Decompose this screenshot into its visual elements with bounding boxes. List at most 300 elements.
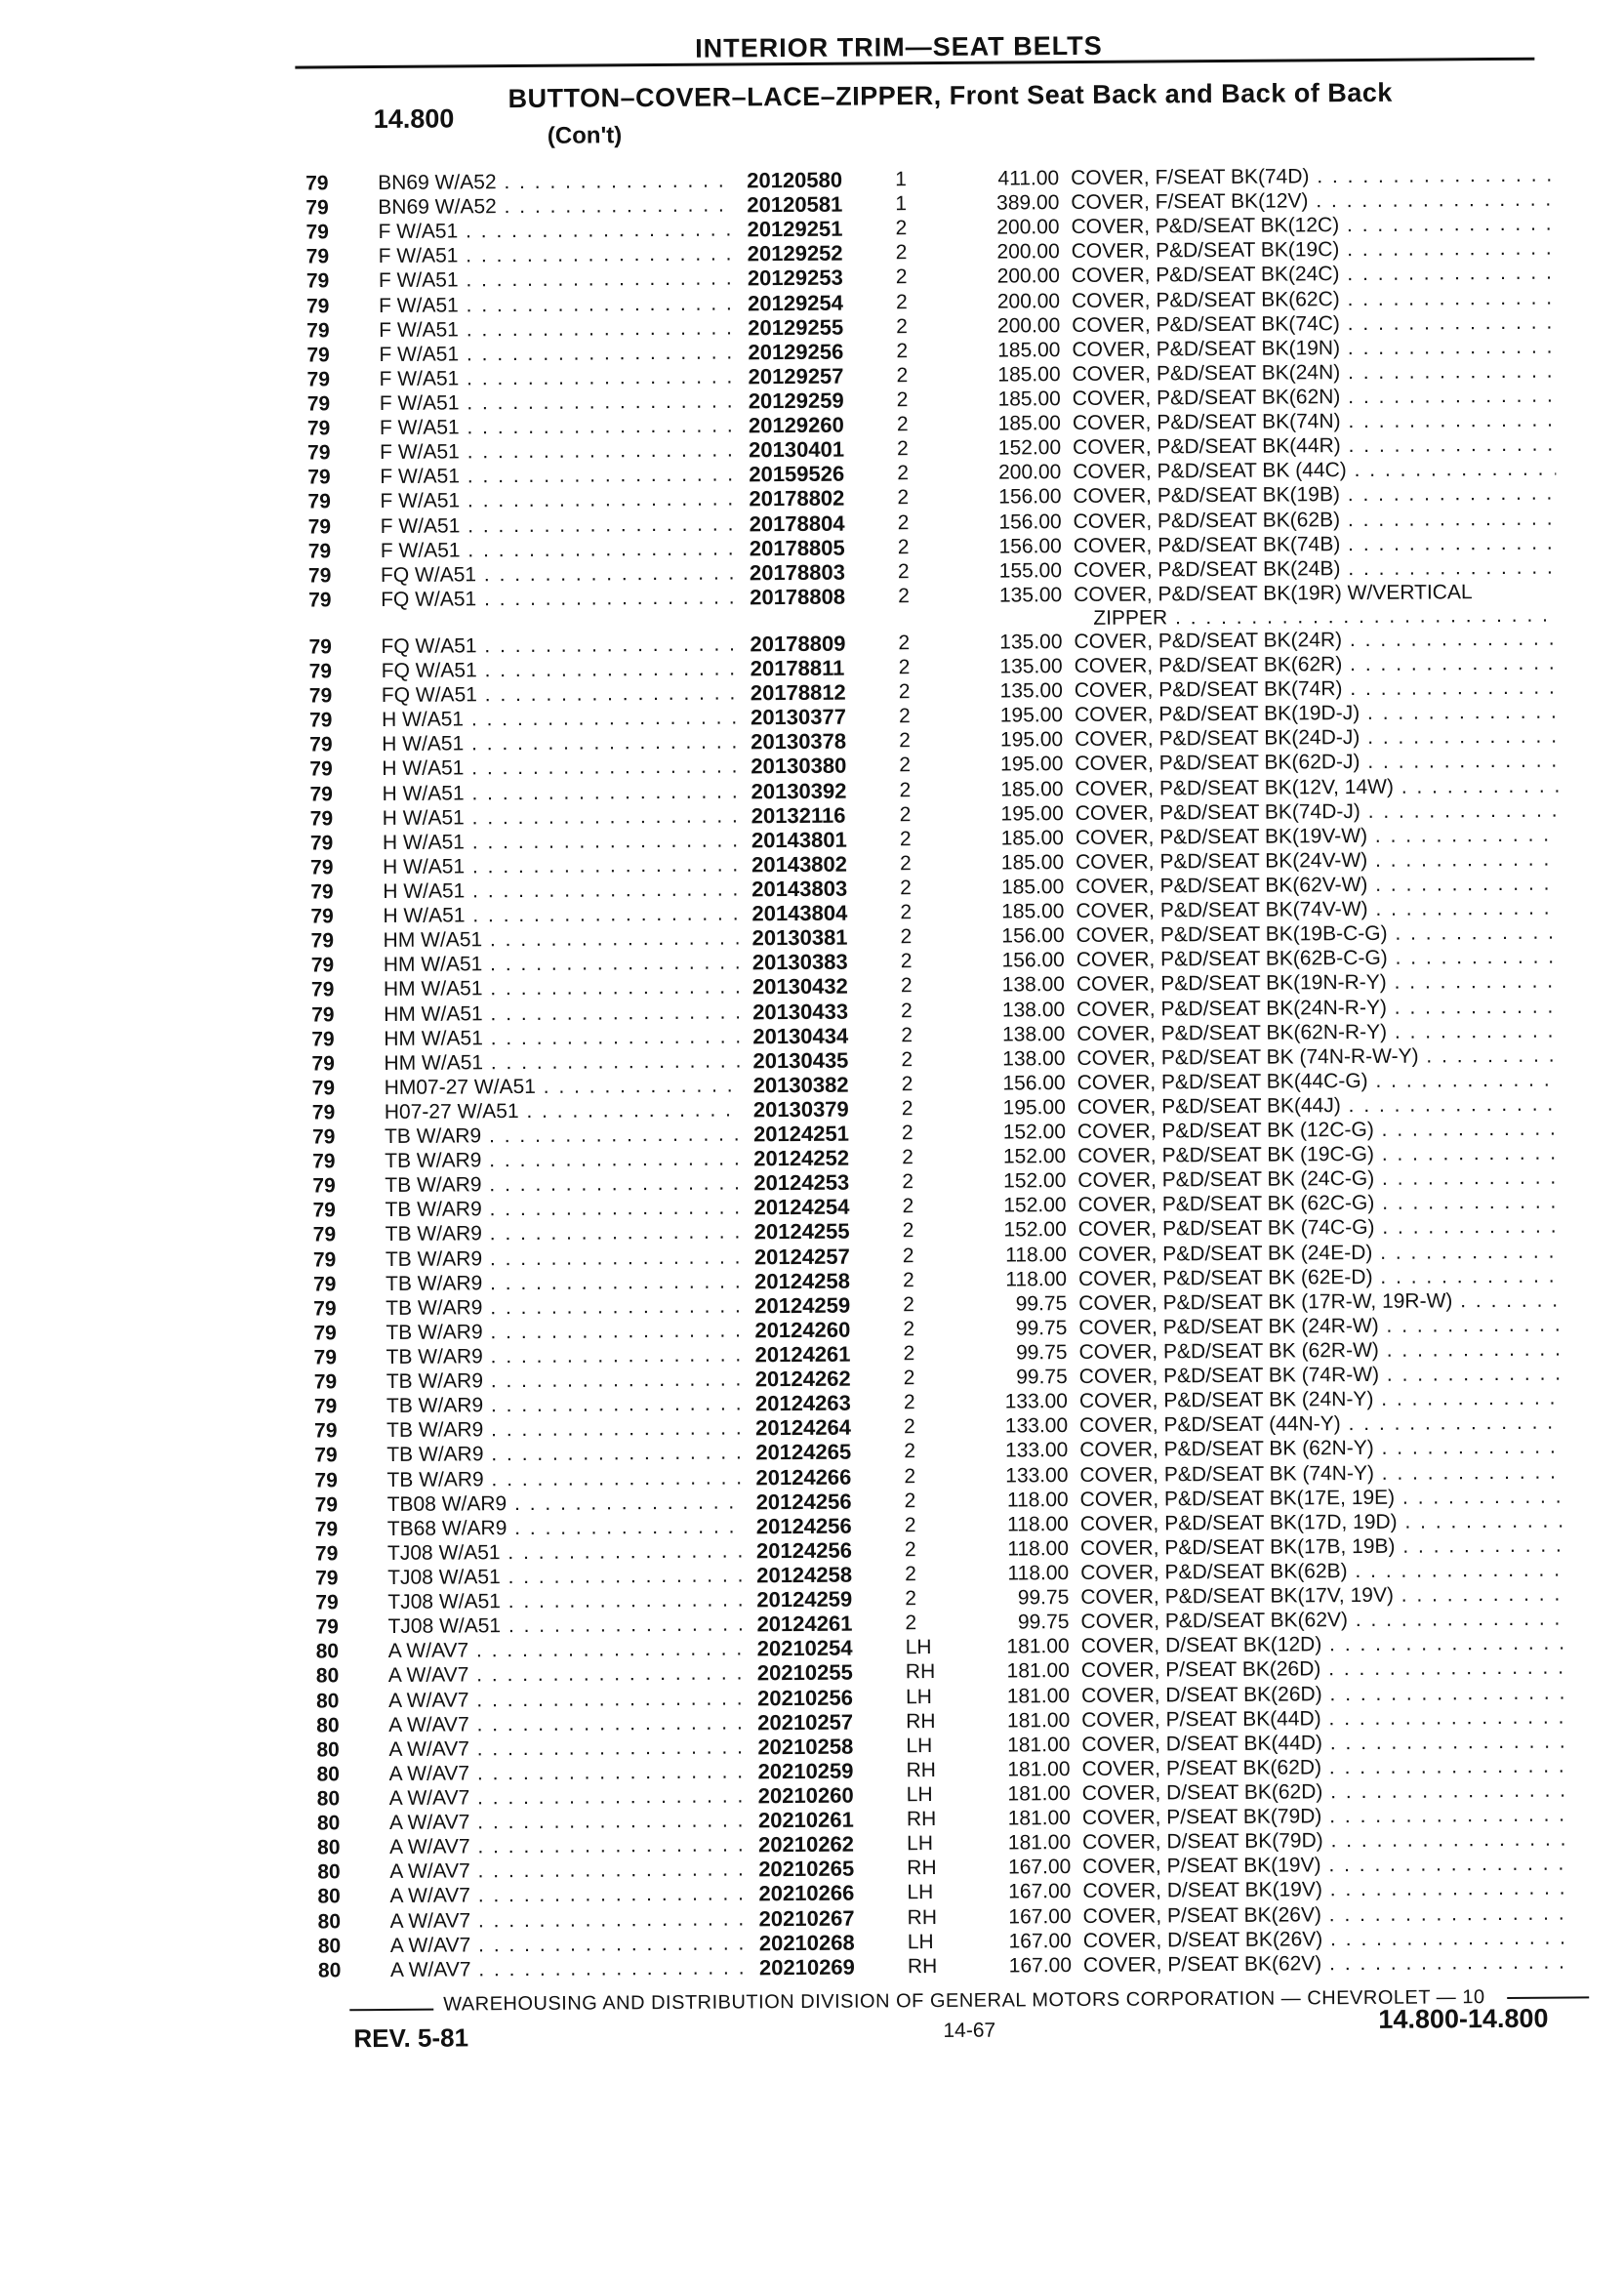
footer-division: WAREHOUSING AND DISTRIBUTION DIVISION OF GENERAL MOTORS CORPORATION — CHEVROLET — 10 [443, 1986, 1485, 2016]
model-code: F W/A51 . . . [379, 291, 734, 318]
model-year: 80 [316, 1713, 340, 1737]
part-description-text: COVER, P/SEAT BK(79D) . . . [1082, 1803, 1565, 1829]
part-description [1082, 1852, 1565, 1879]
model-year: 79 [307, 466, 331, 489]
model-code: H W/A51 . . . [383, 828, 738, 855]
model-code: A W/AV7 . . . [389, 1809, 745, 1836]
part-description-text: COVER, P&D/SEAT BK (24E-D) . . . [1078, 1239, 1562, 1265]
part-description-text: COVER, P&D/SEAT BK(24N-R-Y) . . . [1076, 994, 1560, 1020]
quantity: 2 [896, 314, 909, 338]
quantity: 2 [904, 1489, 916, 1512]
quantity: 2 [899, 754, 912, 777]
model-code: H W/A51 . . . [383, 902, 738, 929]
price: 152.00 [1003, 1194, 1067, 1217]
part-number: 20130379 [752, 1096, 849, 1123]
part-description [1079, 1362, 1563, 1389]
part-description [1071, 163, 1554, 190]
model-year: 79 [307, 564, 332, 588]
part-description [1073, 481, 1556, 509]
part-number: 20178802 [749, 486, 845, 511]
part-number: 20210255 [756, 1660, 853, 1686]
model-year: 79 [309, 832, 334, 855]
model-code: F W/A51 . . . [379, 242, 734, 269]
price: 156.00 [998, 485, 1062, 509]
part-description [1080, 1508, 1563, 1535]
part-description [1080, 1607, 1563, 1634]
part-description [1075, 724, 1558, 752]
price: 99.75 [1016, 1366, 1068, 1389]
model-year: 79 [309, 782, 334, 806]
part-number: 20130434 [752, 1023, 849, 1048]
model-code: A W/AV7 . . . [390, 1906, 746, 1934]
part-description-text: COVER, D/SEAT BK(12D) . . . [1081, 1631, 1564, 1657]
quantity: 2 [903, 1293, 915, 1317]
price: 138.00 [1001, 998, 1066, 1022]
model-year: 79 [311, 1101, 336, 1124]
model-code: H W/A51 . . . [383, 852, 738, 879]
part-description-text: COVER, P&D/SEAT BK(24D-J) . . . [1075, 724, 1558, 751]
quantity: 2 [896, 388, 909, 412]
part-number: 20159526 [749, 461, 845, 487]
price: 200.00 [996, 216, 1060, 239]
part-description [1079, 1459, 1563, 1487]
part-number: 20210260 [757, 1782, 854, 1809]
part-description-text: COVER, D/SEAT BK(26V) . . . [1083, 1925, 1566, 1951]
model-code: H W/A51 . . . [382, 706, 737, 733]
part-description [1083, 1925, 1566, 1952]
part-description-text: COVER, P&D/SEAT BK (24C-G) . . . [1077, 1165, 1561, 1192]
quantity: RH [907, 1857, 937, 1880]
quantity: 2 [896, 364, 909, 388]
part-number: 20178808 [750, 584, 846, 610]
part-description-text: COVER, D/SEAT BK(62D) . . . [1082, 1778, 1565, 1805]
part-description-text: COVER, P&D/SEAT BK(12V, 14W) . . . [1075, 773, 1558, 799]
model-code: F W/A51 . . . [379, 315, 734, 343]
quantity: 1 [895, 192, 908, 216]
model-year: 79 [306, 417, 331, 440]
part-number: 20143801 [751, 827, 847, 853]
model-year: 80 [317, 1885, 341, 1908]
price: 167.00 [1007, 1856, 1072, 1879]
model-year: 79 [314, 1493, 339, 1517]
part-number: 20143804 [751, 900, 848, 926]
footer-revision: REV. 5-81 [353, 2022, 469, 2054]
price: 185.00 [1001, 900, 1065, 923]
price: 152.00 [1002, 1145, 1067, 1168]
quantity: 2 [902, 1268, 914, 1291]
model-year: 79 [305, 245, 330, 268]
model-year: 79 [310, 929, 335, 953]
model-year: 79 [312, 1223, 337, 1246]
model-year: 79 [305, 294, 330, 318]
part-description-text: COVER, P&D/SEAT BK(74R) . . . [1075, 675, 1558, 702]
part-description-text: COVER, P&D/SEAT BK(24C) . . . [1072, 261, 1555, 287]
model-code: F W/A51 . . . [380, 364, 735, 391]
quantity: 2 [904, 1440, 916, 1463]
price: 181.00 [1006, 1684, 1071, 1708]
model-year: 80 [315, 1640, 340, 1663]
quantity: 2 [901, 1097, 914, 1121]
part-description [1078, 1239, 1562, 1266]
quantity: 2 [900, 877, 913, 900]
price: 185.00 [1000, 876, 1065, 899]
model-code: HM W/A51 . . . [384, 1024, 739, 1051]
footer-rule-left [349, 2009, 433, 2012]
model-code: FQ W/A51 . . . [382, 656, 737, 683]
part-number: 20124264 [755, 1415, 852, 1441]
model-code: H W/A51 . . . [383, 877, 738, 904]
model-year: 80 [317, 1959, 342, 1982]
quantity: 2 [901, 1122, 914, 1145]
model-year: 80 [317, 1909, 342, 1934]
model-year: 79 [312, 1247, 337, 1272]
part-description-text: COVER, P&D/SEAT BK (62N-Y) . . . [1079, 1435, 1563, 1461]
quantity: 2 [905, 1612, 917, 1635]
model-year: 80 [315, 1664, 340, 1688]
part-number: 20178811 [750, 655, 845, 681]
part-description [1082, 1876, 1565, 1903]
part-number: 20124263 [754, 1390, 851, 1416]
model-code: A W/AV7 . . . [388, 1735, 744, 1762]
model-code: A W/AV7 . . . [388, 1661, 744, 1689]
part-description-text: COVER, P&D/SEAT BK(24R) . . . [1074, 626, 1557, 652]
part-number: 20129257 [748, 363, 844, 389]
part-number: 20124265 [755, 1440, 852, 1465]
part-description [1072, 236, 1555, 264]
quantity: 2 [900, 901, 913, 924]
model-code: TB W/AR9 . . . [386, 1392, 742, 1419]
model-year: 79 [306, 368, 331, 391]
model-code: A W/AV7 . . . [390, 1931, 746, 1958]
part-number: 20210267 [758, 1905, 855, 1931]
price: 167.00 [1008, 1904, 1072, 1929]
part-description-text: COVER, P&D/SEAT BK(44C-G) . . . [1077, 1067, 1561, 1093]
model-code: BN69 W/A52 . . . [378, 168, 733, 195]
quantity: 2 [904, 1538, 916, 1562]
quantity: 1 [895, 168, 907, 191]
model-year: 79 [305, 221, 329, 244]
part-description [1076, 945, 1560, 972]
price: 156.00 [998, 510, 1062, 534]
quantity: LH [906, 1783, 933, 1807]
quantity: 2 [896, 413, 909, 436]
part-description [1077, 1165, 1561, 1193]
part-description [1072, 309, 1555, 337]
part-description [1076, 846, 1559, 874]
price: 156.00 [1002, 1071, 1066, 1095]
part-description-text: COVER, P&D/SEAT BK (62E-D) . . . [1078, 1263, 1562, 1289]
part-number: 20120580 [747, 167, 843, 193]
model-code: F W/A51 . . . [380, 463, 735, 490]
model-code: TB W/AR9 . . . [386, 1368, 742, 1395]
model-year: 79 [307, 490, 331, 513]
model-code: HM07-27 W/A51 . . . [385, 1073, 740, 1100]
part-description-text: COVER, P&D/SEAT BK (17R-W, 19R-W) . . . [1078, 1287, 1562, 1314]
model-code: BN69 W/A52 . . . [378, 193, 733, 221]
model-code: A W/AV7 . . . [389, 1882, 745, 1909]
model-year: 79 [307, 514, 332, 539]
part-number: 20130383 [751, 949, 848, 975]
part-description-text: COVER, P&D/SEAT BK(62N) . . . [1073, 384, 1556, 410]
price: 138.00 [1002, 1046, 1066, 1071]
model-code: TB W/AR9 . . . [385, 1122, 740, 1149]
model-year: 79 [313, 1370, 338, 1394]
price: 156.00 [998, 534, 1062, 558]
part-description-text: COVER, P/SEAT BK(44D) . . . [1081, 1704, 1564, 1731]
quantity: 2 [902, 1219, 914, 1243]
model-year: 79 [315, 1615, 339, 1639]
model-year: 79 [314, 1542, 339, 1566]
part-number: 20210262 [758, 1831, 855, 1857]
part-number: 20124258 [753, 1268, 851, 1294]
model-code: HM W/A51 . . . [384, 1000, 739, 1027]
part-number: 20124258 [756, 1562, 853, 1588]
part-description-text: COVER, P&D/SEAT BK (74C-G) . . . [1078, 1214, 1562, 1241]
part-description [1079, 1386, 1563, 1413]
price: 389.00 [996, 191, 1060, 215]
model-code: F W/A51 . . . [380, 487, 735, 514]
quantity: 2 [900, 974, 913, 998]
part-description-text: COVER, D/SEAT BK(26D) . . . [1081, 1680, 1564, 1706]
part-description [1081, 1655, 1564, 1683]
part-description [1075, 700, 1558, 727]
part-description [1074, 530, 1557, 557]
model-code: H W/A51 . . . [382, 755, 737, 782]
part-description [1077, 1067, 1561, 1094]
part-description [1073, 432, 1556, 460]
part-description-text: COVER, P&D/SEAT BK(17D, 19D) . . . [1080, 1508, 1563, 1534]
part-number: 20210257 [757, 1709, 854, 1735]
part-number: 20130432 [751, 974, 848, 1000]
model-year: 79 [308, 660, 333, 683]
part-description-text: COVER, P&D/SEAT BK(62V) . . . [1080, 1607, 1563, 1633]
price: 185.00 [997, 412, 1062, 435]
model-year: 79 [315, 1567, 339, 1590]
model-code: TB W/AR9 . . . [386, 1220, 741, 1247]
part-description-text: COVER, D/SEAT BK(44D) . . . [1081, 1729, 1564, 1755]
part-number: 20120581 [747, 191, 843, 218]
price: 167.00 [1008, 1929, 1072, 1953]
part-description [1081, 1753, 1564, 1780]
part-number: 20129253 [747, 265, 843, 291]
price: 181.00 [1007, 1782, 1071, 1806]
model-code: A W/AV7 . . . [388, 1710, 744, 1737]
price: 99.75 [1017, 1586, 1070, 1610]
part-description [1072, 261, 1555, 288]
quantity: 2 [901, 999, 913, 1022]
model-year: 79 [312, 1174, 336, 1198]
model-year: 79 [308, 589, 332, 612]
model-year: 79 [306, 344, 330, 367]
part-description [1082, 1778, 1565, 1806]
part-description [1076, 1042, 1560, 1070]
quantity: 2 [905, 1563, 916, 1586]
model-year: 79 [313, 1322, 337, 1345]
part-description-text: COVER, P&D/SEAT BK (74N-Y) . . . [1079, 1459, 1563, 1486]
model-code: TB68 W/AR9 . . . [387, 1514, 743, 1541]
section-number: 14.800 [373, 103, 455, 135]
quantity: LH [907, 1881, 934, 1904]
price: 185.00 [997, 362, 1061, 387]
price: 181.00 [1007, 1807, 1071, 1830]
model-code: TB W/AR9 . . . [386, 1318, 741, 1345]
part-description [1078, 1312, 1562, 1339]
part-description-text: COVER, P&D/SEAT BK (74N-R-W-Y) . . . [1076, 1042, 1560, 1069]
model-year: 79 [314, 1468, 338, 1492]
part-number: 20130380 [751, 754, 847, 779]
quantity: 2 [901, 1023, 914, 1046]
section-title: BUTTON–COVER–LACE–ZIPPER, Front Seat Back and Back of Back [508, 77, 1393, 114]
quantity: RH [907, 1905, 938, 1929]
part-number: 20129256 [748, 339, 844, 365]
quantity: 2 [902, 1244, 914, 1267]
part-number: 20129254 [747, 290, 844, 315]
part-number: 20143802 [751, 851, 848, 878]
part-number: 20124259 [756, 1586, 853, 1612]
part-description-text: COVER, P&D/SEAT BK(19V-W) . . . [1076, 822, 1559, 848]
part-description-text: COVER, F/SEAT BK(74D) . . . [1071, 163, 1554, 189]
part-description-text: COVER, P&D/SEAT BK(24N) . . . [1073, 358, 1556, 385]
model-code: FQ W/A51 . . . [381, 632, 736, 659]
part-description [1078, 1287, 1562, 1315]
part-number: 20210254 [756, 1635, 853, 1661]
part-description-text: COVER, P&D/SEAT BK (24R-W) . . . [1078, 1312, 1562, 1338]
part-description [1080, 1558, 1563, 1585]
part-description-text: COVER, P&D/SEAT BK(74V-W) . . . [1076, 896, 1559, 922]
model-code: FQ W/A51 . . . [381, 585, 736, 612]
part-description-text: COVER, P&D/SEAT BK(74C) . . . [1072, 309, 1555, 336]
part-description [1079, 1410, 1563, 1438]
part-description [1074, 506, 1557, 533]
price: 156.00 [1001, 949, 1065, 972]
model-code: FQ W/A51 . . . [381, 560, 736, 588]
part-number: 20130377 [750, 704, 847, 730]
model-year: 79 [310, 905, 334, 928]
part-number: 20124261 [754, 1341, 851, 1368]
part-description [1078, 1263, 1562, 1290]
part-description-continued: ZIPPER . . . [1093, 602, 1557, 630]
price: 135.00 [999, 655, 1063, 678]
part-description-text: COVER, D/SEAT BK(79D) . . . [1082, 1827, 1565, 1854]
model-year: 80 [317, 1860, 341, 1884]
part-description-text: COVER, P/SEAT BK(19V) . . . [1082, 1852, 1565, 1878]
price: 181.00 [1006, 1659, 1070, 1683]
model-year: 79 [308, 709, 333, 732]
part-number: 20210265 [758, 1856, 855, 1882]
model-year: 79 [311, 1027, 335, 1051]
part-description-text: COVER, P&D/SEAT BK(19D-J) . . . [1075, 700, 1558, 726]
part-number: 20143803 [751, 876, 848, 902]
price: 200.00 [996, 265, 1060, 289]
part-description-text: COVER, P&D/SEAT BK(19B) . . . [1073, 481, 1556, 508]
part-description-text: COVER, P&D/SEAT BK(12C) . . . [1071, 212, 1554, 238]
quantity: 2 [897, 486, 910, 510]
model-year: 79 [312, 1273, 337, 1296]
price: 185.00 [997, 388, 1061, 411]
part-description [1077, 1141, 1561, 1168]
part-description-text: COVER, P&D/SEAT BK(24B) . . . [1074, 554, 1557, 581]
quantity: 2 [903, 1318, 915, 1341]
part-description-text: COVER, P/SEAT BK(62D) . . . [1081, 1753, 1564, 1779]
footer-rule-right [1507, 1996, 1589, 1999]
quantity: 2 [900, 950, 913, 973]
quantity: 2 [897, 559, 910, 584]
part-description-text: COVER, D/SEAT BK(19V) . . . [1082, 1876, 1565, 1902]
model-code: TB W/AR9 . . . [386, 1293, 741, 1321]
part-description-text: COVER, P&D/SEAT BK(19R) W/VERTICAL [1074, 581, 1473, 606]
price: 118.00 [1006, 1488, 1069, 1512]
part-number: 20129259 [748, 388, 844, 414]
quantity: 2 [899, 852, 912, 876]
part-description [1081, 1631, 1564, 1658]
part-description-text: COVER, P&D/SEAT BK(19B-C-G) . . . [1076, 920, 1560, 947]
part-description [1076, 872, 1559, 899]
price: 167.00 [1008, 1953, 1073, 1978]
quantity: 2 [901, 1073, 914, 1096]
part-description [1075, 773, 1558, 800]
part-description-text: COVER, P&D/SEAT BK(62R) . . . [1075, 651, 1558, 677]
price: 99.75 [1015, 1317, 1068, 1340]
part-description [1081, 1729, 1564, 1756]
model-year: 79 [305, 172, 329, 195]
part-description-text: COVER, P&D/SEAT BK(24V-W) . . . [1076, 846, 1559, 873]
model-year: 79 [309, 806, 334, 831]
quantity: 2 [898, 656, 911, 679]
model-year: 80 [316, 1763, 341, 1786]
model-year: 79 [311, 1002, 335, 1026]
model-year: 79 [305, 196, 329, 220]
part-number: 20124259 [754, 1292, 851, 1319]
model-year: 79 [315, 1591, 339, 1614]
part-description [1076, 1018, 1560, 1045]
part-description [1076, 969, 1560, 997]
part-description-text: COVER, P&D/SEAT (44N-Y) . . . [1079, 1410, 1563, 1437]
quantity: 2 [895, 241, 908, 265]
part-description-text: COVER, P&D/SEAT BK(17E, 19E) . . . [1080, 1484, 1563, 1510]
price: 135.00 [999, 679, 1063, 703]
quantity: 2 [896, 339, 909, 363]
part-description-text: COVER, P&D/SEAT BK (44C) . . . [1073, 457, 1556, 483]
price: 135.00 [998, 583, 1063, 607]
model-code: A W/AV7 . . . [389, 1857, 745, 1885]
model-year: 79 [311, 1052, 335, 1076]
model-year: 79 [313, 1297, 337, 1321]
price: 118.00 [1005, 1267, 1068, 1291]
part-number: 20130381 [751, 924, 848, 951]
part-number: 20130401 [749, 436, 845, 463]
quantity: 2 [897, 510, 910, 534]
quantity: LH [907, 1930, 934, 1953]
model-year: 80 [317, 1836, 341, 1859]
price: 138.00 [1001, 1022, 1066, 1046]
part-number: 20129260 [748, 412, 844, 438]
quantity: 2 [899, 729, 911, 753]
part-description [1082, 1827, 1565, 1855]
part-number: 20124257 [753, 1244, 850, 1269]
quantity: 2 [898, 632, 911, 655]
model-code: TB W/AR9 . . . [385, 1196, 740, 1223]
part-description-text: COVER, P&D/SEAT BK (19C-G) . . . [1077, 1141, 1561, 1167]
part-description [1080, 1484, 1563, 1511]
part-number: 20129252 [747, 241, 843, 266]
quantity: LH [905, 1685, 932, 1708]
model-code: F W/A51 . . . [378, 218, 733, 245]
part-description-text: COVER, P&D/SEAT BK(19N) . . . [1072, 334, 1555, 360]
model-year: 80 [316, 1787, 341, 1811]
quantity: LH [907, 1832, 934, 1856]
part-description [1071, 187, 1554, 215]
part-description [1081, 1704, 1564, 1732]
